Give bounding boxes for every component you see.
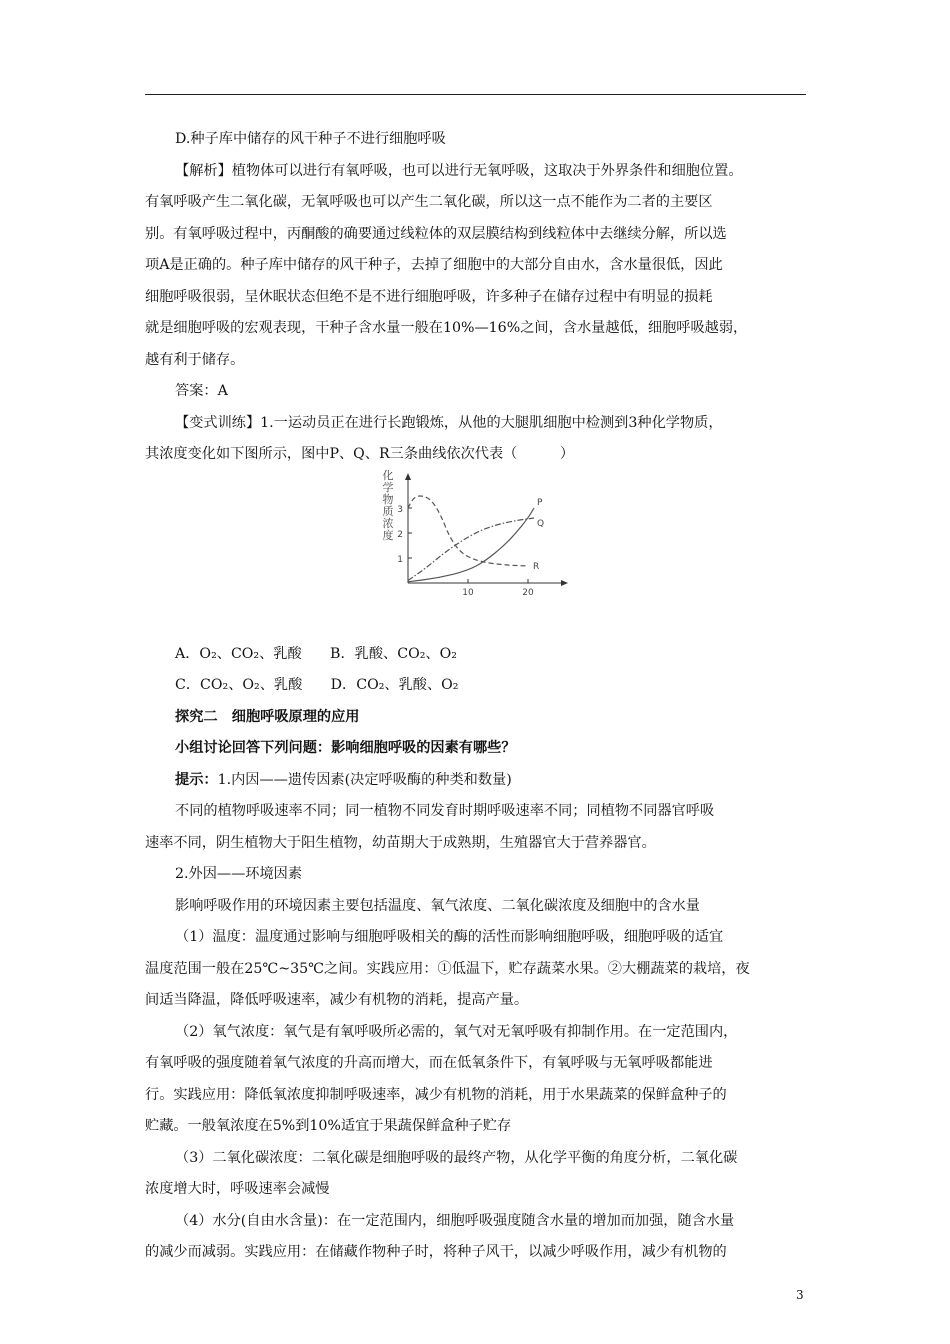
body-line: 不同的植物呼吸速率不同；同一植物不同发育时期呼吸速率不同；同植物不同器官呼吸 [175, 803, 715, 819]
options-line: C．CO₂、O₂、乳酸 D．CO₂、乳酸、O₂ [175, 677, 459, 693]
body-line: 温度范围一般在25℃~35℃之间。实践应用：①低温下，贮存蔬菜水果。②大棚蔬菜的栽培，夜 [145, 960, 750, 977]
option-d-line: D.种子库中储存的风干种子不进行细胞呼吸 [175, 131, 446, 147]
y-axis-label-char: 浓 [382, 516, 394, 530]
analysis-line: 细胞呼吸很弱，呈休眠状态但绝不是不进行细胞呼吸，许多种子在储存过程中有明显的损耗 [145, 288, 713, 305]
series-line-r [408, 495, 528, 565]
body-line: 浓度增大时，呼吸速率会减慢 [145, 1181, 330, 1197]
body-line: （4）水分(自由水含量)：在一定范围内，细胞呼吸强度随含水量的增加而加强，随含水量 [175, 1212, 735, 1229]
hint-text: 1.内因——遗传因素(决定呼吸酶的种类和数量) [217, 771, 512, 788]
y-tick-label: 1 [397, 554, 403, 565]
analysis-line: 就是细胞呼吸的宏观表现，干种子含水量一般在10%—16%之间，含水量越低，细胞呼吸越弱， [145, 320, 748, 336]
series-line-q [408, 518, 534, 581]
analysis-line: 别。有氧呼吸过程中，丙酮酸的确要通过线粒体的双层膜结构到线粒体中去继续分解，所以选 [145, 225, 727, 242]
y-axis-label-char: 度 [382, 528, 394, 542]
body-line: 行。实践应用：降低氧浓度抑制呼吸速率，减少有机物的消耗，用于水果蔬菜的保鲜盒种子的 [145, 1086, 727, 1103]
x-tick-label: 20 [522, 587, 534, 598]
discussion-question: 小组讨论回答下列问题：影响细胞呼吸的因素有哪些？ [175, 740, 516, 756]
body-line: （1）温度：温度通过影响与细胞呼吸相关的酶的活性而影响细胞呼吸，细胞呼吸的适宜 [175, 929, 724, 945]
x-axis-arrow [561, 580, 568, 586]
body-line: （2）氧气浓度：氧气是有氧呼吸所必需的，氧气对无氧呼吸有抑制作用。在一定范围内， [175, 1023, 738, 1040]
hint-label: 提示： [175, 771, 218, 788]
body-line: 间适当降温，降低呼吸速率，减少有机物的消耗，提高产量。 [145, 992, 529, 1008]
options-line: A．O₂、CO₂、乳酸 B．乳酸、CO₂、O₂ [175, 645, 457, 662]
y-tick-label: 3 [397, 504, 403, 515]
analysis-line: 有氧呼吸产生二氧化碳，无氧呼吸也可以产生二氧化碳，所以这一点不能作为二者的主要区 [145, 194, 713, 210]
y-axis-label-char: 学 [382, 480, 394, 494]
exercise-line: 其浓度变化如下图所示，图中P、Q、R三条曲线依次代表（ ） [145, 446, 575, 462]
page-number: 3 [796, 1288, 804, 1302]
y-axis-label-char: 质 [382, 504, 394, 518]
body-line: 有氧呼吸的强度随着氧气浓度的升高而增大，而在低氧条件下，有氧呼吸与无氧呼吸都能进 [145, 1055, 713, 1071]
series-label-q: Q [537, 518, 545, 529]
series-label-r: R [533, 561, 540, 572]
analysis-line: 项A是正确的。种子库中储存的风干种子，去掉了细胞中的大部分自由水，含水量很低，因此 [145, 257, 723, 273]
series-label-p: P [537, 497, 543, 508]
body-line: 贮藏。一般氧浓度在5%到10%适宜于果蔬保鲜盒种子贮存 [145, 1118, 512, 1134]
exercise-line: 【变式训练】1.一运动员正在进行长跑锻炼，从他的大腿肌细胞中检测到3种化学物质， [175, 414, 723, 431]
x-tick-label: 10 [462, 587, 474, 598]
body-line: （3）二氧化碳浓度：二氧化碳是细胞呼吸的最终产物，从化学平衡的角度分析，二氧化碳 [175, 1149, 738, 1166]
body-line: 影响呼吸作用的环境因素主要包括温度、氧气浓度、二氧化碳浓度及细胞中的含水量 [175, 897, 700, 914]
body-line: 速率不同，阴生植物大于阳生植物，幼苗期大于成熟期，生殖器官大于营养器官。 [145, 834, 656, 851]
body-line: 的减少而减弱。实践应用：在储藏作物种子时，将种子风干，以减少呼吸作用，减少有机物的 [145, 1244, 727, 1260]
series-line-p [408, 508, 534, 582]
analysis-line: 【解析】植物体可以进行有氧呼吸，也可以进行无氧呼吸，这取决于外界条件和细胞位置。 [175, 162, 743, 179]
y-tick-label: 2 [397, 529, 403, 540]
body-line: 2.外因——环境因素 [175, 866, 303, 882]
y-axis-label-char: 物 [382, 492, 394, 506]
section-title: 探究二 细胞呼吸原理的应用 [175, 708, 360, 725]
y-axis-arrow [405, 473, 411, 480]
concentration-chart [378, 465, 578, 605]
analysis-line: 越有利于储存。 [145, 351, 245, 368]
hint-line [145, 765, 809, 797]
answer-line: 答案：A [175, 383, 228, 399]
header-rule [145, 94, 806, 95]
page-content [145, 124, 809, 1269]
y-axis-label-char: 化 [382, 468, 394, 482]
